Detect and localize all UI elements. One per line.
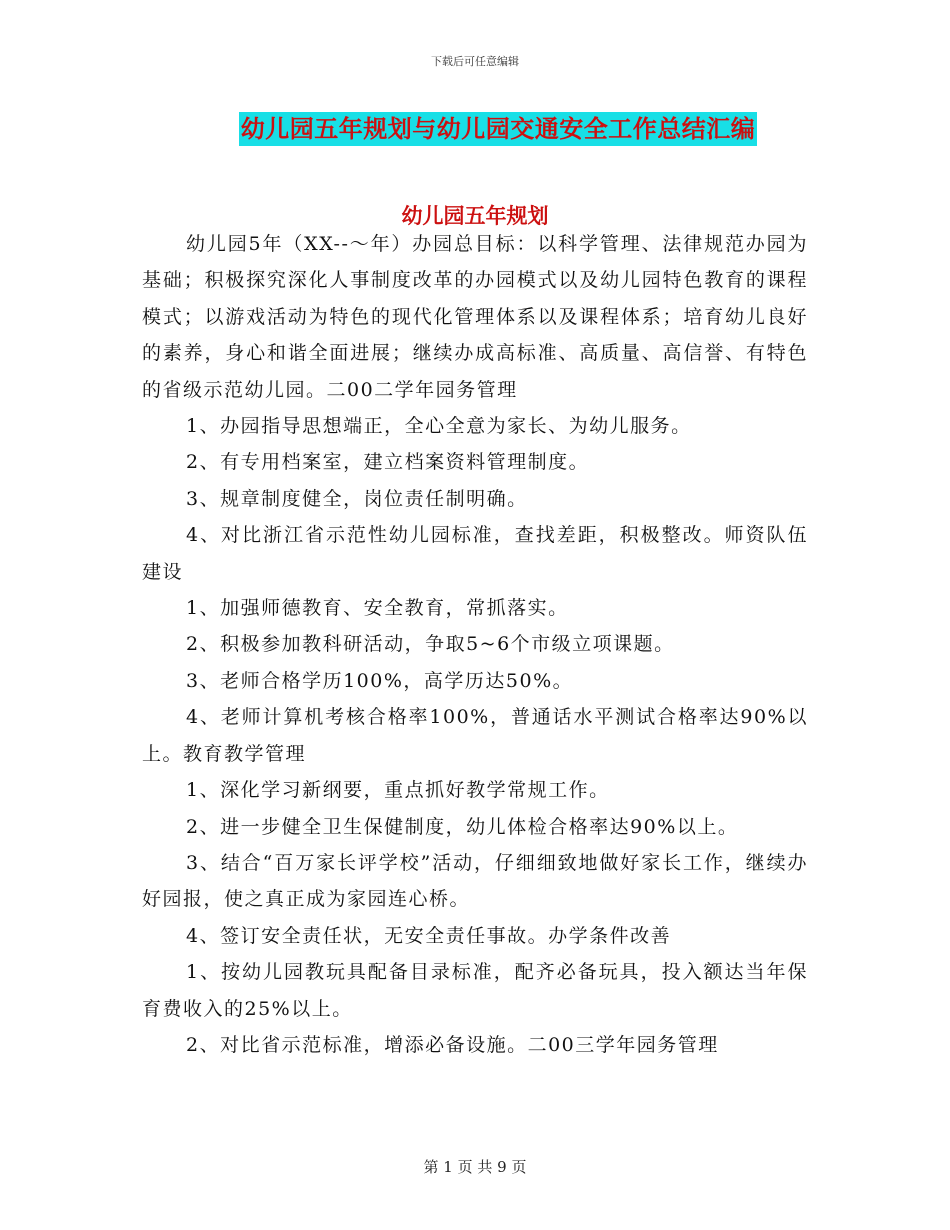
paragraph: 1、按幼儿园教玩具配备目录标准，配齐必备玩具，投入额达当年保育费收入的25%以上。 [142, 961, 808, 1020]
document-title-container [0, 112, 950, 146]
paragraph: 1、加强师德教育、安全教育，常抓落实。 [186, 597, 569, 620]
paragraph: 1、办园指导思想端正，全心全意为家长、为幼儿服务。 [186, 415, 692, 438]
document-body [142, 226, 808, 1063]
paragraph: 1、深化学习新纲要，重点抓好教学常规工作。 [186, 779, 610, 802]
paragraph: 2、对比省示范标准，增添必备设施。二00三学年园务管理 [186, 1033, 719, 1056]
paragraph: 幼儿园5年（XX--～年）办园总目标：以科学管理、法律规范办园为基础；积极探究深化人事制度改革的办园模式以及幼儿园特色教育的课程模式；以游戏活动为特色的现代化管理体系以及课程体系；培育幼儿良好的素养，身心和谐全面进展；继续办成高标准、高质量、高信誉、有特色的省级示范幼儿园。二00二学年园务管理 [142, 233, 808, 401]
paragraph: 4、对比浙江省示范性幼儿园标准，查找差距，积极整改。师资队伍建设 [142, 524, 808, 583]
section-title: 幼儿园五年规划 [401, 204, 549, 228]
paragraph: 3、老师合格学历100%，高学历达50%。 [186, 669, 574, 692]
header-note: 下载后可任意编辑 [431, 55, 519, 68]
paragraph: 3、规章制度健全，岗位责任制明确。 [186, 487, 528, 510]
paragraph: 2、进一步健全卫生保健制度，幼儿体检合格率达90%以上。 [186, 815, 739, 838]
paragraph: 4、签订安全责任状，无安全责任事故。办学条件改善 [186, 924, 672, 947]
paragraph: 2、有专用档案室，建立档案资料管理制度。 [186, 451, 590, 474]
paragraph: 2、积极参加教科研活动，争取5~6个市级立项课题。 [186, 633, 675, 656]
paragraph: 4、老师计算机考核合格率100%，普通话水平测试合格率达90%以上。教育教学管理 [142, 706, 808, 765]
paragraph: 3、结合“百万家长评学校”活动，仔细细致地做好家长工作，继续办好园报，使之真正成为家园连心桥。 [142, 851, 808, 911]
page-footer: 第 1 页 共 9 页 [423, 1158, 527, 1176]
document-title: 幼儿园五年规划与幼儿园交通安全工作总结汇编 [239, 112, 758, 146]
